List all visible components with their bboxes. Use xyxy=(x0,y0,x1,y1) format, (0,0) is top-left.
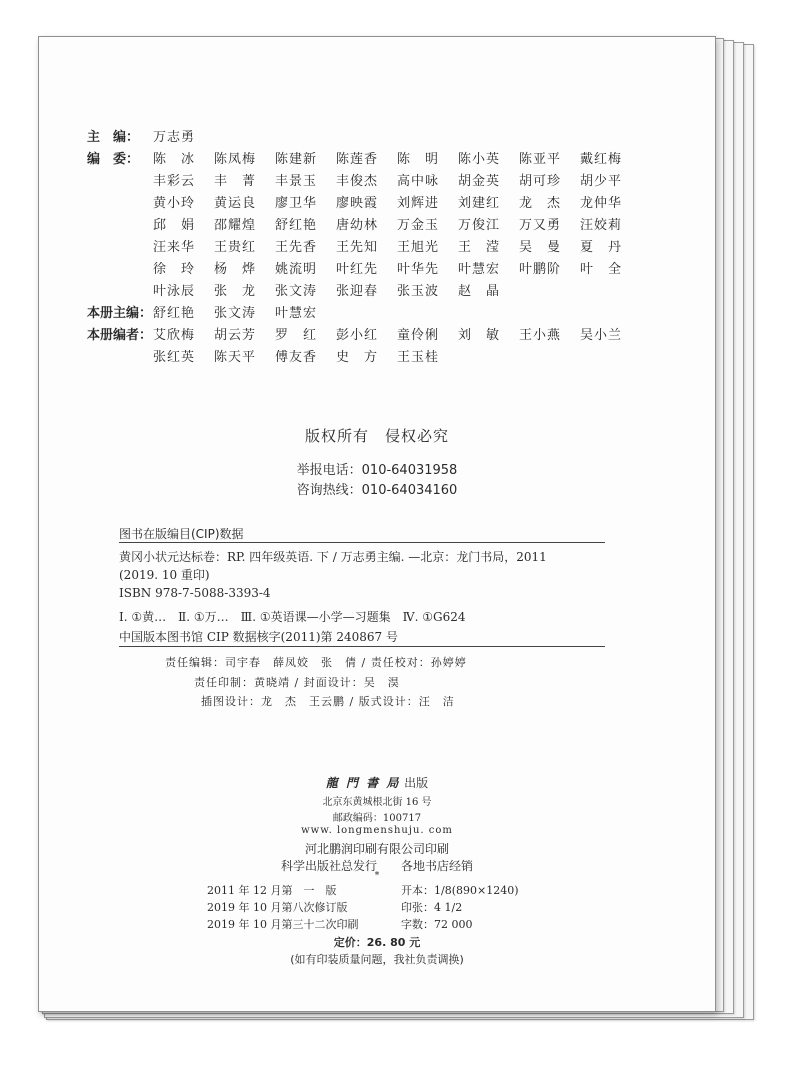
volume-editor-name: 王小燕 xyxy=(519,328,562,343)
board-name: 张 龙 xyxy=(214,284,257,299)
cip-heading: 图书在版编目(CIP)数据 xyxy=(119,527,244,541)
board-name: 王贵红 xyxy=(214,240,257,255)
volume-editor-name: 王玉桂 xyxy=(397,350,440,365)
credits-line-1: 责任编辑：司宇春 薛凤姣 张 倩 / 责任校对：孙婷婷 xyxy=(165,656,467,669)
credits-line-3: 插图设计：龙 杰 王云鹏 / 版式设计：汪 洁 xyxy=(201,695,455,708)
board-name: 叶慧宏 xyxy=(458,262,501,277)
separator-asterisk: * xyxy=(374,871,380,881)
board-name: 丰彩云 xyxy=(153,174,196,189)
board-name: 陈建新 xyxy=(275,152,318,167)
board-name: 杨 烨 xyxy=(214,262,257,277)
board-name: 叶华先 xyxy=(397,262,440,277)
edition-row-3-right: 字数：72 000 xyxy=(401,918,473,931)
distribution: 科学出版社总发行 各地书店经销 xyxy=(280,859,473,873)
board-name: 万俊江 xyxy=(458,218,501,233)
board-name: 丰俊杰 xyxy=(336,174,379,189)
cip-line-1: 黄冈小状元达标卷：RP. 四年级英语. 下 / 万志勇主编. —北京：龙门书局，2011 xyxy=(119,550,547,564)
board-name: 黄运良 xyxy=(214,196,257,211)
published-label: 出版 xyxy=(404,776,429,790)
board-name: 徐 玲 xyxy=(153,262,196,277)
copyright-page xyxy=(38,36,716,1012)
volume-editor-name: 傅友香 xyxy=(275,350,318,365)
volume-editor-name: 刘 敏 xyxy=(458,328,501,343)
cip-top-rule xyxy=(119,542,605,543)
chief-editor-label: 主 编： xyxy=(87,130,140,145)
board-name: 刘辉进 xyxy=(397,196,440,211)
publisher-logo: 龍 門 書 局 xyxy=(325,776,401,790)
volume-editor-name: 张红英 xyxy=(153,350,196,365)
board-name: 龙仲华 xyxy=(580,196,623,211)
volume-chief-name: 张文涛 xyxy=(214,306,257,321)
board-name: 张玉波 xyxy=(397,284,440,299)
publisher-postcode: 邮政编码：100717 xyxy=(332,813,422,824)
volume-editor-name: 艾欣梅 xyxy=(153,328,196,343)
board-name: 汪姣莉 xyxy=(580,218,623,233)
board-name: 吴 曼 xyxy=(519,240,562,255)
board-name: 王先知 xyxy=(336,240,379,255)
board-name: 丰 菁 xyxy=(214,174,257,189)
board-name: 陈莲香 xyxy=(336,152,379,167)
board-name: 黄小玲 xyxy=(153,196,196,211)
cip-library-record: 中国版本图书馆 CIP 数据核字(2011)第 240867 号 xyxy=(119,630,398,644)
edition-row-1-left: 2011 年 12 月第 一 版 xyxy=(207,884,337,897)
edition-row-2-right: 印张：4 1/2 xyxy=(401,901,463,914)
report-phone: 举报电话：010-64031958 xyxy=(296,463,458,478)
board-name: 姚流明 xyxy=(275,262,318,277)
cip-isbn: ISBN 978-7-5088-3393-4 xyxy=(119,586,271,600)
board-name: 邵耀煌 xyxy=(214,218,257,233)
board-name: 龙 杰 xyxy=(519,196,562,211)
board-name: 叶泳辰 xyxy=(153,284,196,299)
volume-editor-name: 陈天平 xyxy=(214,350,257,365)
board-name: 胡少平 xyxy=(580,174,623,189)
volume-chief-label: 本册主编： xyxy=(87,306,153,321)
board-name: 陈凤梅 xyxy=(214,152,257,167)
credits-line-2: 责任印制：黄晓靖 / 封面设计：吴 淏 xyxy=(194,676,400,689)
board-name: 陈小英 xyxy=(458,152,501,167)
board-name: 王旭光 xyxy=(397,240,440,255)
board-name: 万又勇 xyxy=(519,218,562,233)
board-name: 张迎春 xyxy=(336,284,379,299)
board-name: 陈亚平 xyxy=(519,152,562,167)
volume-editor-name: 史 方 xyxy=(336,350,379,365)
quality-notice: (如有印装质量问题，我社负责调换) xyxy=(290,953,464,966)
edition-row-1-right: 开本：1/8(890×1240) xyxy=(401,884,519,897)
board-name: 夏 丹 xyxy=(580,240,623,255)
chief-editor-name: 万志勇 xyxy=(153,130,196,145)
cip-line-2: (2019. 10 重印) xyxy=(119,568,210,582)
board-name: 廖卫华 xyxy=(275,196,318,211)
board-label: 编 委： xyxy=(87,152,140,167)
price: 定价：26. 80 元 xyxy=(333,936,421,949)
board-name: 舒红艳 xyxy=(275,218,318,233)
hotline: 咨询热线：010-64034160 xyxy=(296,483,458,498)
board-name: 陈 明 xyxy=(397,152,440,167)
board-name: 廖映霞 xyxy=(336,196,379,211)
board-name: 张文涛 xyxy=(275,284,318,299)
volume-editor-name: 童伶俐 xyxy=(397,328,440,343)
board-name: 王先香 xyxy=(275,240,318,255)
volume-editors-label: 本册编者： xyxy=(87,328,153,343)
printer: 河北鹏润印刷有限公司印刷 xyxy=(304,842,449,856)
volume-editor-name: 吴小兰 xyxy=(580,328,623,343)
volume-editor-name: 罗 红 xyxy=(275,328,318,343)
rights-title: 版权所有 侵权必究 xyxy=(304,427,449,445)
cip-classification: Ⅰ. ①黄… Ⅱ. ①万… Ⅲ. ①英语课—小学—习题集 Ⅳ. ①G624 xyxy=(119,610,466,624)
board-name: 丰景玉 xyxy=(275,174,318,189)
board-name: 戴红梅 xyxy=(580,152,623,167)
board-name: 叶鹏阶 xyxy=(519,262,562,277)
publisher-line xyxy=(39,774,715,791)
edition-row-3-left: 2019 年 10 月第三十二次印刷 xyxy=(207,918,359,931)
cip-bottom-rule xyxy=(119,646,605,647)
volume-editor-name: 彭小红 xyxy=(336,328,379,343)
board-name: 刘建红 xyxy=(458,196,501,211)
volume-editor-name: 胡云芳 xyxy=(214,328,257,343)
board-name: 胡金英 xyxy=(458,174,501,189)
board-name: 叶红先 xyxy=(336,262,379,277)
board-name: 叶 全 xyxy=(580,262,623,277)
publisher-address: 北京东黄城根北街 16 号 xyxy=(322,797,432,808)
volume-chief-name: 叶慧宏 xyxy=(275,306,318,321)
board-name: 陈 冰 xyxy=(153,152,196,167)
board-name: 王 滢 xyxy=(458,240,501,255)
volume-chief-name: 舒红艳 xyxy=(153,306,196,321)
board-name: 汪来华 xyxy=(153,240,196,255)
publisher-website: www. longmenshuju. com xyxy=(301,825,453,836)
board-name: 万金玉 xyxy=(397,218,440,233)
board-name: 唐幼林 xyxy=(336,218,379,233)
board-name: 高中咏 xyxy=(397,174,440,189)
board-name: 胡可珍 xyxy=(519,174,562,189)
board-name: 赵 晶 xyxy=(458,284,501,299)
edition-row-2-left: 2019 年 10 月第八次修订版 xyxy=(207,901,348,914)
board-name: 邱 娟 xyxy=(153,218,196,233)
